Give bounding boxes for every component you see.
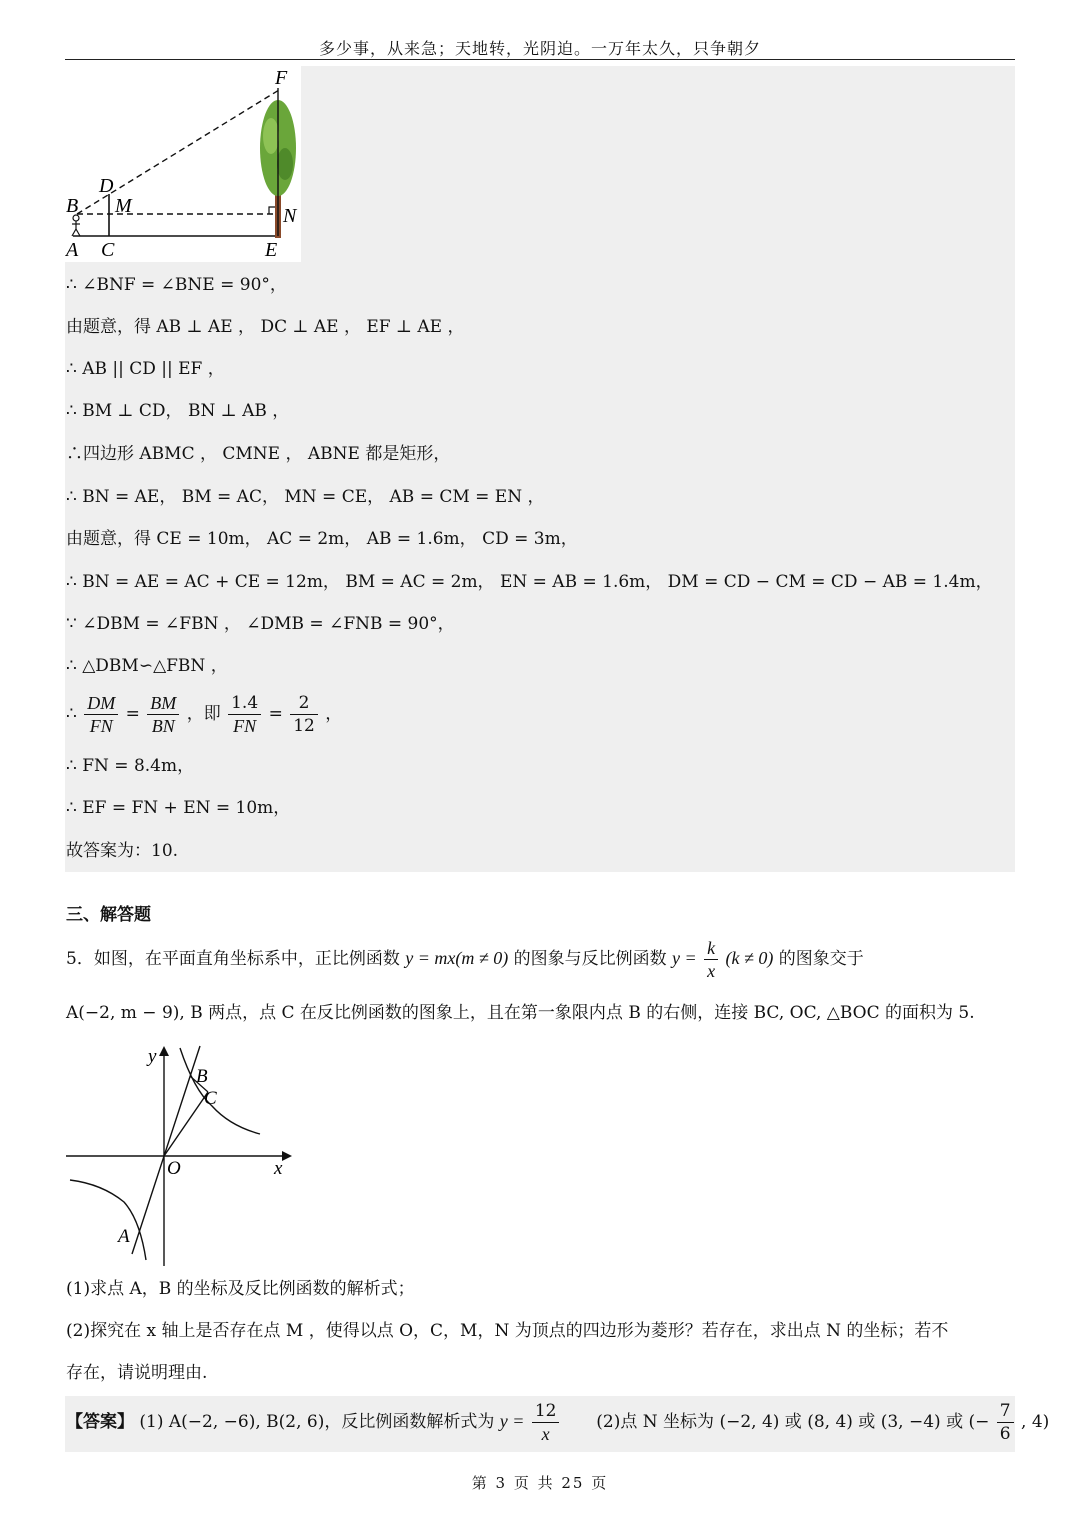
answer-fraction-12-x: $\frac{12}{x}$ — [532, 1400, 560, 1445]
label-x-axis: x — [274, 1158, 283, 1179]
answer-row — [66, 1400, 1049, 1445]
solution-line: ∴ BN = AE = AC + CE = 12m， BM = AC = 2m， EN = AB = 1.6m， DM = CD − CM = CD − AB = 1.4m， — [66, 572, 993, 592]
q5-text-a: 5．如图，在平面直角坐标系中，正比例函数 — [66, 949, 400, 969]
answer-fraction-7-6: $\frac{7}{6}$ — [997, 1400, 1014, 1445]
section-title: 三、解答题 — [66, 905, 151, 925]
label-point-B: B — [196, 1066, 208, 1087]
fraction-1.4-fn: $\frac{1.4}{FN}$ — [228, 692, 261, 737]
ratio-suffix: ， — [325, 704, 343, 724]
solution-line: 由题意，得 CE = 10m， AC = 2m， AB = 1.6m， CD = 3m， — [66, 529, 578, 549]
label-D: D — [99, 175, 114, 197]
answer-part-2-close: , 4) — [1021, 1412, 1050, 1432]
y-axis-arrow-icon — [159, 1046, 169, 1056]
q5-y-equals: y = — [672, 948, 697, 968]
question-part-2-line-1: (2)探究在 x 轴上是否存在点 M ，使得以点 O，C，M，N 为顶点的四边形为菱形？若存在，求出点 N 的坐标；若不 — [66, 1321, 949, 1341]
label-origin-O: O — [167, 1158, 181, 1179]
x-axis-arrow-icon — [282, 1151, 292, 1161]
solution-line: ∴ ∠BNF = ∠BNE = 90°， — [66, 275, 287, 295]
label-point-C: C — [204, 1088, 217, 1109]
answer-part-1-text: (1) A(−2, −6), B(2, 6)，反比例函数解析式为 — [139, 1412, 495, 1432]
equals-sign: = — [268, 704, 283, 724]
header-divider — [65, 59, 1015, 60]
question-5-line-2: A(−2, m − 9), B 两点，点 C 在反比例函数的图象上，且在第一象限内点 B 的右侧，连接 BC, OC, △BOC 的面积为 5. — [66, 1003, 975, 1023]
label-E: E — [265, 239, 278, 261]
tree-crown-shade — [277, 148, 293, 180]
answer-tag: 【答案】 — [66, 1412, 134, 1432]
fraction-2-12: $\frac{2}{12}$ — [290, 692, 318, 737]
question-5-line-1 — [66, 937, 864, 982]
solution-line: ∵ ∠DBM = ∠FBN ， ∠DMB = ∠FNB = 90°， — [66, 614, 455, 634]
q5-text-b: 的图象与反比例函数 — [513, 949, 667, 969]
q5-direct-function: y = mx(m ≠ 0) — [405, 948, 509, 968]
answer-part-2-text: (2)点 N 坐标为 (−2, 4) 或 (8, 4) 或 (3, −4) 或 — [596, 1412, 964, 1432]
similar-triangle-ratio-line — [66, 692, 342, 737]
ratio-prefix: ∴ — [66, 704, 77, 724]
tree-height-diagram — [65, 66, 301, 262]
label-M: M — [115, 195, 132, 217]
question-part-1: (1)求点 A，B 的坐标及反比例函数的解析式； — [66, 1279, 415, 1299]
answer-part-2-open: (− — [968, 1412, 990, 1432]
label-A: A — [66, 239, 79, 261]
solution-line: ∴ △DBM∽△FBN ， — [66, 656, 228, 676]
solution-line: ∴ BN = AE， BM = AC， MN = CE， AB = CM = EN ， — [66, 487, 545, 507]
solution-line: ∴ AB || CD || EF ， — [66, 359, 225, 379]
solution-line: 由题意，得 AB ⊥ AE ， DC ⊥ AE ， EF ⊥ AE ， — [66, 317, 465, 337]
fraction-dm-fn: $\frac{DM}{FN}$ — [84, 692, 118, 737]
segment-OC — [164, 1092, 208, 1156]
solution-line-fn: ∴ FN = 8.4m， — [66, 756, 195, 776]
direct-proportion-line — [132, 1046, 200, 1254]
page-header-motto: 多少事，从来急；天地转，光阴迫。一万年太久，只争朝夕 — [318, 39, 761, 58]
solution-line: ∴ BM ⊥ CD， BN ⊥ AB ， — [66, 401, 290, 421]
tree-crown-highlight — [263, 118, 279, 154]
q5-text-c: 的图象交于 — [778, 949, 864, 969]
solution-line-ef: ∴ EF = FN + EN = 10m， — [66, 798, 291, 818]
answer-line: 故答案为：10. — [66, 841, 179, 861]
label-B: B — [66, 195, 79, 217]
hyperbola-branch-q1 — [180, 1048, 260, 1134]
equals-sign: = — [125, 704, 140, 724]
label-point-A: A — [118, 1226, 130, 1247]
label-y-axis: y — [148, 1046, 157, 1067]
ratio-middle-text: ，即 — [186, 704, 221, 724]
q5-fraction-k-x: $\frac{k}{x}$ — [704, 937, 718, 982]
answer-y-equals: y = — [499, 1411, 525, 1431]
page-number-footer: 第 3 页 共 25 页 — [471, 1474, 609, 1492]
label-N: N — [283, 205, 297, 227]
fraction-bm-bn: $\frac{BM}{BN}$ — [147, 692, 179, 737]
label-C: C — [101, 239, 115, 261]
question-part-2-line-2: 存在，请说明理由. — [66, 1363, 208, 1383]
label-F: F — [275, 67, 288, 89]
solution-line: ∴四边形 ABMC ， CMNE ， ABNE 都是矩形， — [66, 444, 451, 464]
q5-k-condition: (k ≠ 0) — [725, 948, 774, 968]
coordinate-plane-diagram — [62, 1042, 300, 1268]
